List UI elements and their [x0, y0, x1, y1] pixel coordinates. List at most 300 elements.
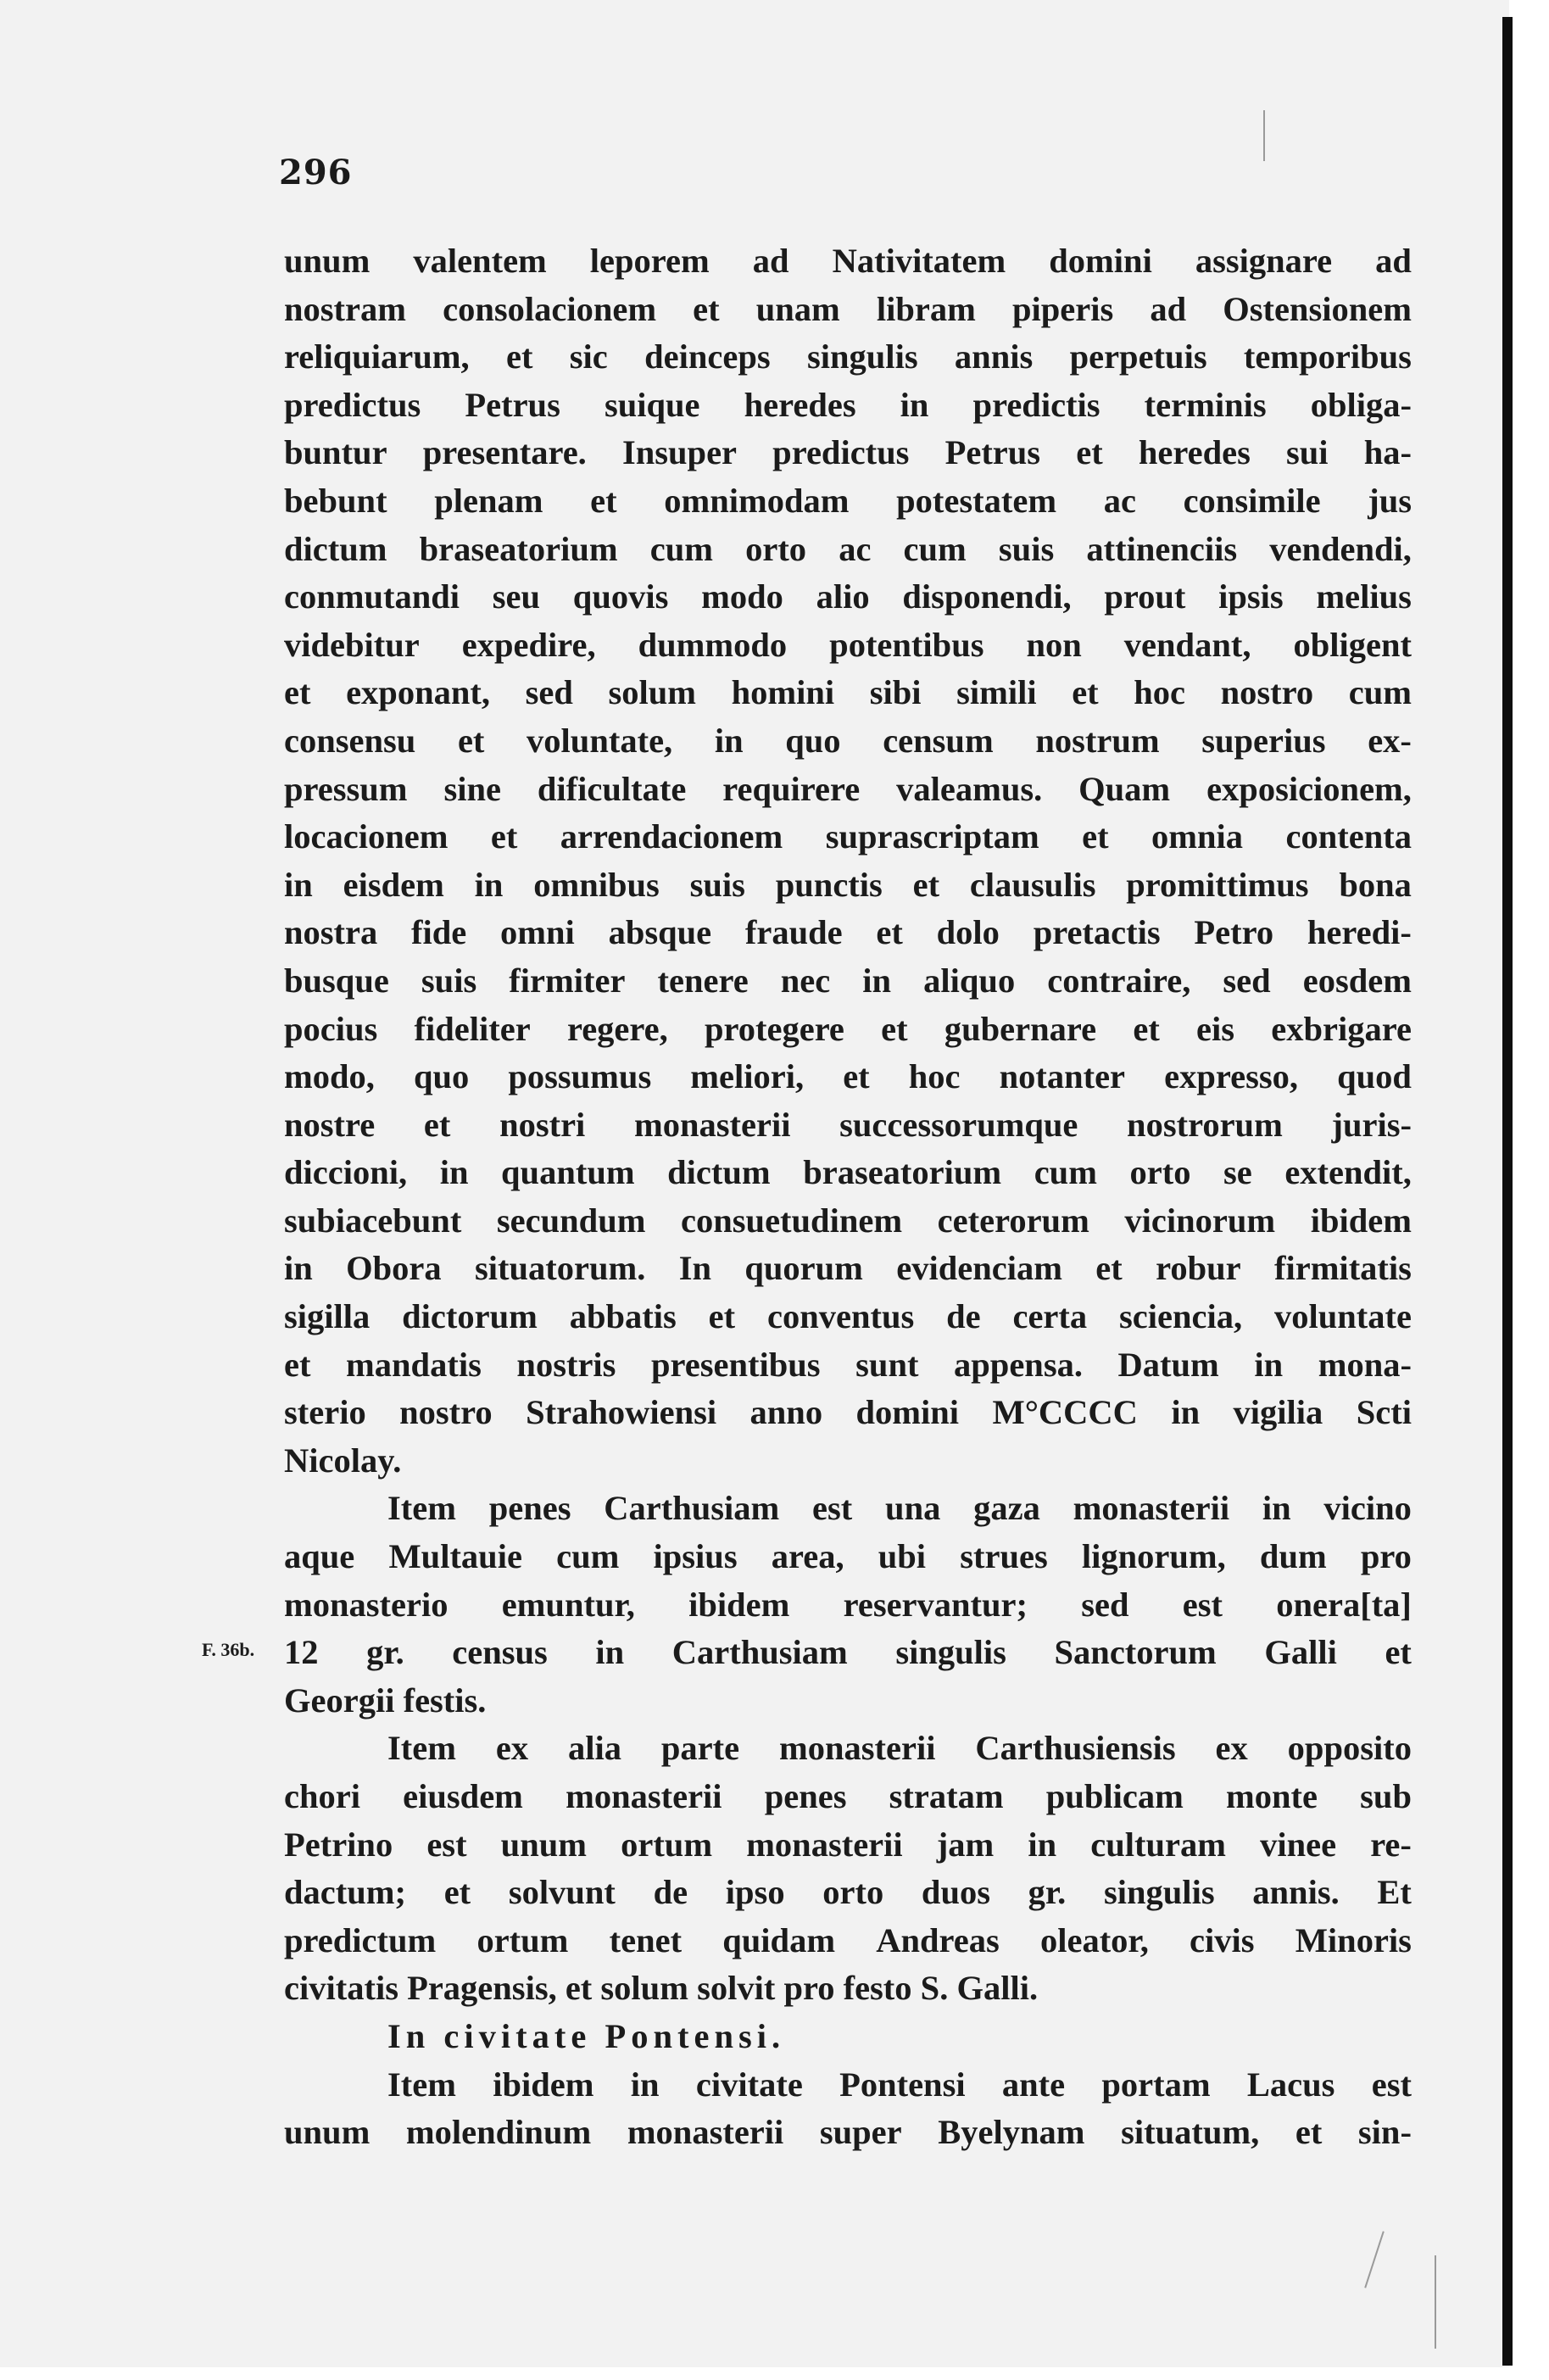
word: tenet [609, 1920, 683, 1959]
word: voluntate, [527, 721, 673, 760]
word: sic [569, 337, 608, 376]
word: 12 [284, 1633, 319, 1672]
word: reservantur; [843, 1585, 1028, 1624]
word: ex [1215, 1729, 1248, 1768]
word: diccioni, [284, 1153, 408, 1192]
word: civitate [695, 2065, 803, 2104]
word: plenam [434, 481, 543, 520]
word: portam [1101, 2065, 1211, 2104]
text-line [284, 717, 1412, 766]
word: strues [960, 1537, 1048, 1576]
word: monasterii [627, 2113, 784, 2152]
word: exponant, [346, 673, 490, 712]
word: Obora [346, 1249, 442, 1288]
word: et [912, 865, 940, 904]
word: dactum; [284, 1873, 406, 1912]
word: singulis [1104, 1873, 1215, 1912]
word: possumus [508, 1057, 652, 1096]
word: et [881, 1009, 908, 1048]
word: quod [1337, 1057, 1412, 1096]
word: in [1254, 1345, 1284, 1384]
word: omnimodam [664, 481, 850, 520]
word: dictum [667, 1153, 771, 1192]
text-line [284, 813, 1412, 861]
word: hoc [908, 1057, 961, 1096]
word: vicinorum [1124, 1201, 1276, 1240]
word: lignorum, [1081, 1537, 1226, 1576]
word: vendendi, [1269, 529, 1412, 568]
word: civis [1190, 1920, 1255, 1959]
word: braseatorium [803, 1153, 1002, 1192]
word: orto [822, 1873, 884, 1912]
word: successorumque [839, 1105, 1078, 1144]
text-line [284, 1293, 1412, 1341]
word: suis [421, 961, 477, 1000]
word: solvunt [508, 1873, 616, 1912]
scan-margin-right [1513, 0, 1549, 2380]
word: Petrus [465, 385, 560, 424]
paragraph-2 [284, 1485, 1412, 1725]
word: quo [785, 721, 841, 760]
word: eiusdem [403, 1777, 523, 1815]
word: situatorum. [474, 1249, 646, 1288]
word: et [284, 673, 311, 712]
word: et [1385, 1633, 1412, 1672]
text-line [284, 526, 1412, 574]
word: et [843, 1057, 870, 1096]
word: quo [413, 1057, 470, 1096]
text-line [284, 621, 1412, 670]
word: penes [488, 1489, 571, 1528]
text-line [284, 1053, 1412, 1101]
word: Andreas [876, 1920, 1000, 1959]
word: non [1026, 625, 1082, 664]
word: Petro [1194, 913, 1274, 952]
word: ad [1375, 242, 1412, 280]
word: notanter [999, 1057, 1126, 1096]
word: firmiter [509, 961, 626, 1000]
word: sibi [869, 673, 922, 712]
word: molendinum [405, 2113, 592, 2152]
word: orto [1129, 1153, 1191, 1192]
word: jam [936, 1825, 995, 1864]
word: conventus [766, 1297, 915, 1336]
word: et [284, 1345, 311, 1384]
word: nostra [284, 913, 378, 952]
word: in [284, 865, 313, 904]
word: ipso [725, 1873, 785, 1912]
word: et [1076, 433, 1103, 472]
word: vendant, [1123, 625, 1251, 664]
word: ibidem [688, 1585, 790, 1624]
text-line [284, 1821, 1412, 1870]
word: prout [1104, 577, 1186, 616]
word: annis [954, 337, 1034, 376]
text-line [284, 1245, 1412, 1293]
word: unum [284, 2113, 371, 2152]
word: seu [492, 577, 541, 616]
word: emuntur, [501, 1585, 635, 1624]
paragraph-3 [284, 1725, 1412, 2013]
word: consensu [284, 721, 416, 760]
word: promittimus [1126, 865, 1309, 904]
word: alio [816, 577, 870, 616]
word: omni [500, 913, 575, 952]
word: nostro [1220, 673, 1314, 712]
word: appensa. [954, 1345, 1083, 1384]
word: voluntate [1273, 1297, 1412, 1336]
word: Carthusiam [604, 1489, 780, 1528]
word: se [1223, 1153, 1252, 1192]
word: dolo [936, 913, 1000, 952]
word: et [1133, 1009, 1160, 1048]
word: simili [956, 673, 1037, 712]
word: consimile [1183, 481, 1321, 520]
word: evidenciam [896, 1249, 1062, 1288]
text-line [284, 1149, 1412, 1197]
word: de [653, 1873, 688, 1912]
word: clausulis [969, 865, 1096, 904]
text-line [284, 2109, 1412, 2157]
word: punctis [775, 865, 883, 904]
word: regere, [566, 1009, 668, 1048]
word: gr. [1028, 1873, 1067, 1912]
word: sed [1223, 961, 1271, 1000]
word: predictus [284, 385, 421, 424]
word: sub [1360, 1777, 1412, 1815]
word: est [426, 1825, 467, 1864]
paragraph-4 [284, 2061, 1412, 2157]
word: piperis [1011, 289, 1114, 328]
word: gr. [366, 1633, 404, 1672]
word: braseatorium [419, 529, 618, 568]
word: Ostensionem [1223, 289, 1412, 328]
word: in [439, 1153, 469, 1192]
word: census [452, 1633, 548, 1672]
word: area, [771, 1537, 844, 1576]
word: contenta [1285, 817, 1412, 856]
word: et [876, 913, 903, 952]
word: suique [604, 385, 700, 424]
word: robur [1156, 1249, 1241, 1288]
word: pro [1360, 1537, 1412, 1576]
word: sigilla [284, 1297, 371, 1336]
word: unam [755, 289, 840, 328]
word: monasterii [779, 1729, 936, 1768]
word: predictis [972, 385, 1100, 424]
page-number: 296 [279, 153, 353, 192]
word: videbitur [284, 625, 420, 664]
word: onera[ta] [1276, 1585, 1412, 1624]
word: unum [284, 242, 371, 280]
text-line [284, 1485, 1412, 1533]
word: heredi- [1307, 913, 1412, 952]
word: monasterii [633, 1105, 791, 1144]
word: situatum, [1121, 2113, 1260, 2152]
word: domini [855, 1393, 960, 1432]
text-line [284, 861, 1412, 910]
word: Minoris [1295, 1920, 1412, 1959]
text-line [284, 1773, 1412, 1821]
word: cum [903, 529, 967, 568]
section-heading: In civitate Pontensi. [387, 2016, 786, 2055]
word: predictus [772, 433, 910, 472]
word: et [693, 289, 720, 328]
word: in [284, 1249, 313, 1288]
word: Carthusiensis [975, 1729, 1176, 1768]
word: deinceps [644, 337, 771, 376]
word: duos [921, 1873, 990, 1912]
word: ex [495, 1729, 529, 1768]
word: monte [1226, 1777, 1318, 1815]
word: certa [1012, 1297, 1088, 1336]
word: heredes [1138, 433, 1251, 472]
word: quorum [744, 1249, 863, 1288]
word: culturam [1090, 1825, 1226, 1864]
word: ibidem [1310, 1201, 1412, 1240]
word: Lacus [1246, 2065, 1335, 2104]
word: Item [387, 1489, 456, 1528]
word: valentem [413, 242, 547, 280]
word: temporibus [1243, 337, 1412, 376]
word: locacionem [284, 817, 449, 856]
word: et [443, 1873, 471, 1912]
word: nostram [284, 289, 406, 328]
word: fraude [744, 913, 843, 952]
word: suis [689, 865, 745, 904]
text-line [284, 669, 1412, 717]
body-text [284, 237, 1412, 2157]
word: contraire, [1047, 961, 1191, 1000]
word: consuetudinem [681, 1201, 903, 1240]
word: absque [608, 913, 712, 952]
scan-mark [1435, 2255, 1436, 2349]
word: ad [1150, 289, 1187, 328]
word: expresso, [1164, 1057, 1298, 1096]
word: dictorum [402, 1297, 538, 1336]
word: gubernare [944, 1009, 1097, 1048]
text-line [284, 382, 1412, 430]
word: nostrum [1035, 721, 1160, 760]
word: ac [1103, 481, 1136, 520]
word: anno [749, 1393, 823, 1432]
text-line [284, 333, 1412, 382]
word: in [630, 2065, 660, 2104]
text-line [284, 957, 1412, 1006]
word: superius [1201, 721, 1326, 760]
word: ceterorum [937, 1201, 1089, 1240]
word: sterio [284, 1393, 366, 1432]
word: juris- [1331, 1105, 1412, 1144]
word: nostre [284, 1105, 376, 1144]
word: exbrigare [1271, 1009, 1412, 1048]
scan-mark [1263, 110, 1265, 161]
word: et [1295, 2113, 1323, 2152]
word: alia [567, 1729, 621, 1768]
word: et [490, 817, 518, 856]
word: ortum [476, 1920, 569, 1959]
word: ex- [1368, 721, 1412, 760]
word: stratam [889, 1777, 1004, 1815]
word: bona [1339, 865, 1412, 904]
word: est [812, 1489, 853, 1528]
text-line [284, 237, 1412, 286]
word: perpetuis [1069, 337, 1207, 376]
text-line [284, 1389, 1412, 1437]
word: vigilia [1233, 1393, 1323, 1432]
word: parte [660, 1729, 740, 1768]
word: Petrino [284, 1825, 393, 1864]
word: singulis [895, 1633, 1006, 1672]
text-line [284, 573, 1412, 621]
text-line [284, 1581, 1412, 1630]
word: et [457, 721, 485, 760]
text-line [284, 1006, 1412, 1054]
word: in [1028, 1825, 1057, 1864]
word: assignare [1195, 242, 1333, 280]
word: est [1182, 1585, 1223, 1624]
word: protegere [704, 1009, 844, 1048]
word: et [423, 1105, 451, 1144]
word: monasterio [284, 1585, 449, 1624]
word: aque [284, 1537, 355, 1576]
text-line: Georgii festis. [284, 1680, 487, 1720]
word: requirere [722, 769, 861, 808]
word: annis. [1252, 1873, 1340, 1912]
word: Quam [1078, 769, 1171, 808]
word: omnia [1151, 817, 1244, 856]
word: publicam [1045, 1777, 1184, 1815]
text-line [284, 429, 1412, 477]
text-line [284, 1197, 1412, 1246]
text-line [284, 1917, 1412, 1965]
word: quantum [501, 1153, 635, 1192]
text-line [284, 1341, 1412, 1390]
text-line [284, 1101, 1412, 1150]
word: consolacionem [443, 289, 657, 328]
text-line [284, 1725, 1412, 1773]
word: domini [1049, 242, 1152, 280]
word: ac [839, 529, 872, 568]
word: arrendacionem [560, 817, 783, 856]
word: ipsius [653, 1537, 738, 1576]
word: ubi [878, 1537, 927, 1576]
text-line [284, 1533, 1412, 1581]
word: opposito [1287, 1729, 1412, 1768]
word: de [946, 1297, 981, 1336]
word: pressum [284, 769, 408, 808]
word: attinenciis [1086, 529, 1238, 568]
word: bebunt [284, 481, 387, 520]
word: ibidem [493, 2065, 594, 2104]
text-line [284, 286, 1412, 334]
word: sin- [1357, 2113, 1412, 2152]
word: monasterii [566, 1777, 722, 1815]
word: cum [1348, 673, 1412, 712]
word: potentibus [829, 625, 984, 664]
word: et [1082, 817, 1109, 856]
word: chori [284, 1777, 360, 1815]
page-edge-shadow [1502, 17, 1513, 2366]
word: Datum [1117, 1345, 1219, 1384]
word: eisdem [343, 865, 444, 904]
word: modo [701, 577, 783, 616]
word: jus [1368, 481, 1412, 520]
word: hoc [1134, 673, 1186, 712]
word: et [505, 337, 533, 376]
word: fideliter [414, 1009, 531, 1048]
word: sciencia, [1119, 1297, 1243, 1336]
word: ipsis [1218, 577, 1284, 616]
text-line [284, 2061, 1412, 2110]
word: ante [1001, 2065, 1066, 2104]
word: vicino [1323, 1489, 1412, 1528]
word: nec [780, 961, 831, 1000]
word: et [708, 1297, 736, 1336]
word: predictum [284, 1920, 437, 1959]
word: expedire, [461, 625, 596, 664]
word: valeamus. [896, 769, 1043, 808]
word: gaza [973, 1489, 1040, 1528]
word: Strahowiensi [526, 1393, 717, 1432]
word: in [900, 385, 929, 424]
word: eis [1196, 1009, 1235, 1048]
word: re- [1370, 1825, 1412, 1864]
word: mona- [1318, 1345, 1412, 1384]
word: sui [1286, 433, 1329, 472]
word: in [1171, 1393, 1201, 1432]
word: monasterii [1073, 1489, 1230, 1528]
word: sine [443, 769, 501, 808]
word: omnibus [533, 865, 660, 904]
word: singulis [807, 337, 918, 376]
word: secundum [496, 1201, 646, 1240]
scan-margin-bottom [0, 2367, 1513, 2380]
word: Sanctorum [1054, 1633, 1217, 1672]
word: meliori, [690, 1057, 805, 1096]
word: nostris [516, 1345, 616, 1384]
word: suprascriptam [825, 817, 1039, 856]
word: cum [556, 1537, 620, 1576]
word: M°CCCC [992, 1393, 1138, 1432]
word: presentare. [422, 433, 587, 472]
word: sed [1081, 1585, 1129, 1624]
word: dummodo [638, 625, 788, 664]
text-line [284, 1629, 1412, 1677]
text-line: civitatis Pragensis, et solum solvit pro festo S. Galli. [284, 1969, 1039, 2008]
word: melius [1316, 577, 1412, 616]
word: Galli [1264, 1633, 1337, 1672]
word: Et [1377, 1873, 1412, 1912]
text-line [284, 766, 1412, 814]
word: est [1371, 2065, 1412, 2104]
word: monasterii [746, 1825, 903, 1864]
word: Pontensi [839, 2065, 966, 2104]
word: Insuper [621, 433, 738, 472]
word: presentibus [651, 1345, 821, 1384]
word: eosdem [1302, 961, 1412, 1000]
word: in [714, 721, 744, 760]
word: obliga- [1310, 385, 1412, 424]
word: In [678, 1249, 711, 1288]
word: pocius [284, 1009, 378, 1048]
word: disponendi, [902, 577, 1072, 616]
word: busque [284, 961, 389, 1000]
word: mandatis [346, 1345, 482, 1384]
word: Item [387, 2065, 456, 2104]
word: libram [876, 289, 976, 328]
word: cum [1034, 1153, 1097, 1192]
